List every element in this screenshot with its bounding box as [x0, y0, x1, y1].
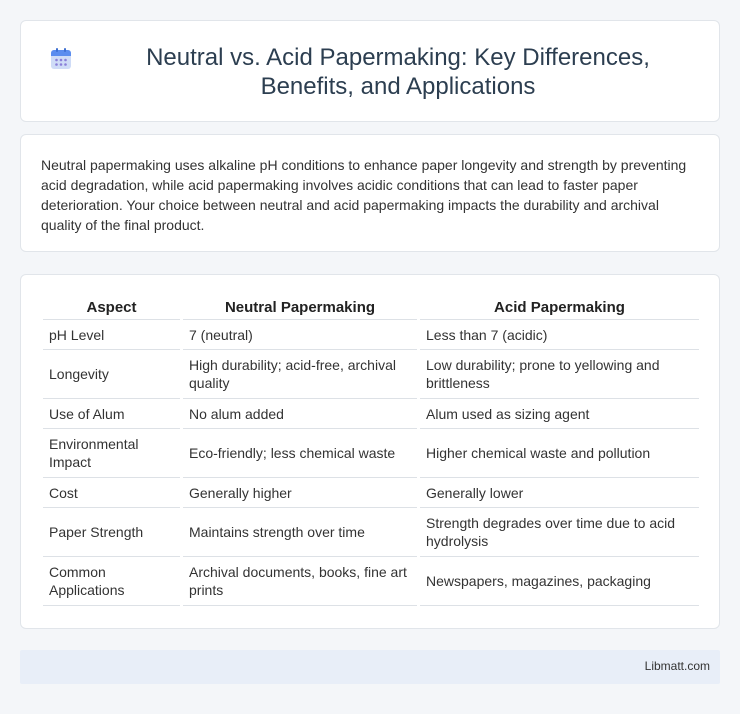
header-acid: Acid Papermaking — [420, 295, 699, 320]
intro-card — [20, 134, 720, 252]
cell-neutral: Generally higher — [183, 478, 417, 508]
footer-brand-link[interactable]: Libmatt.com — [644, 659, 710, 673]
intro-paragraph: Neutral papermaking uses alkaline pH conditions to enhance paper longevity and strength by preventing acid degradation, while acid papermaking involves acidic conditions that can lead to faster paper deterioration. Your choice between neutral and acid papermaking impacts the durability and archival quality of the final product. — [41, 157, 687, 233]
table-row — [43, 508, 699, 557]
table-row — [43, 350, 699, 399]
cell-aspect: pH Level — [43, 320, 180, 350]
cell-acid: Strength degrades over time due to acid hydrolysis — [420, 508, 699, 557]
cell-aspect: Common Applications — [43, 557, 180, 606]
table-row — [43, 399, 699, 429]
table-header-row — [43, 295, 699, 320]
cell-acid: Generally lower — [420, 478, 699, 508]
header-aspect: Aspect — [43, 295, 180, 320]
calendar-icon — [49, 47, 73, 71]
comparison-card — [20, 274, 720, 629]
page-title: Neutral vs. Acid Papermaking: Key Differences, Benefits, and Applications — [146, 44, 650, 100]
cell-acid: Newspapers, magazines, packaging — [420, 557, 699, 606]
cell-aspect: Longevity — [43, 350, 180, 399]
cell-neutral: Archival documents, books, fine art prints — [183, 557, 417, 606]
cell-neutral: Eco-friendly; less chemical waste — [183, 429, 417, 478]
title-card — [20, 20, 720, 122]
title-wrap — [49, 43, 699, 101]
cell-aspect: Cost — [43, 478, 180, 508]
cell-aspect: Use of Alum — [43, 399, 180, 429]
cell-neutral: No alum added — [183, 399, 417, 429]
table-row — [43, 478, 699, 508]
cell-aspect: Paper Strength — [43, 508, 180, 557]
cell-neutral: High durability; acid-free, archival quality — [183, 350, 417, 399]
table-row — [43, 429, 699, 478]
cell-acid: Low durability; prone to yellowing and brittleness — [420, 350, 699, 399]
cell-neutral: 7 (neutral) — [183, 320, 417, 350]
comparison-table — [43, 295, 699, 606]
cell-acid: Less than 7 (acidic) — [420, 320, 699, 350]
header-neutral: Neutral Papermaking — [183, 295, 417, 320]
footer-bar — [20, 650, 720, 684]
cell-aspect: Environmental Impact — [43, 429, 180, 478]
cell-acid: Higher chemical waste and pollution — [420, 429, 699, 478]
table-row — [43, 557, 699, 606]
table-row — [43, 320, 699, 350]
cell-acid: Alum used as sizing agent — [420, 399, 699, 429]
cell-neutral: Maintains strength over time — [183, 508, 417, 557]
